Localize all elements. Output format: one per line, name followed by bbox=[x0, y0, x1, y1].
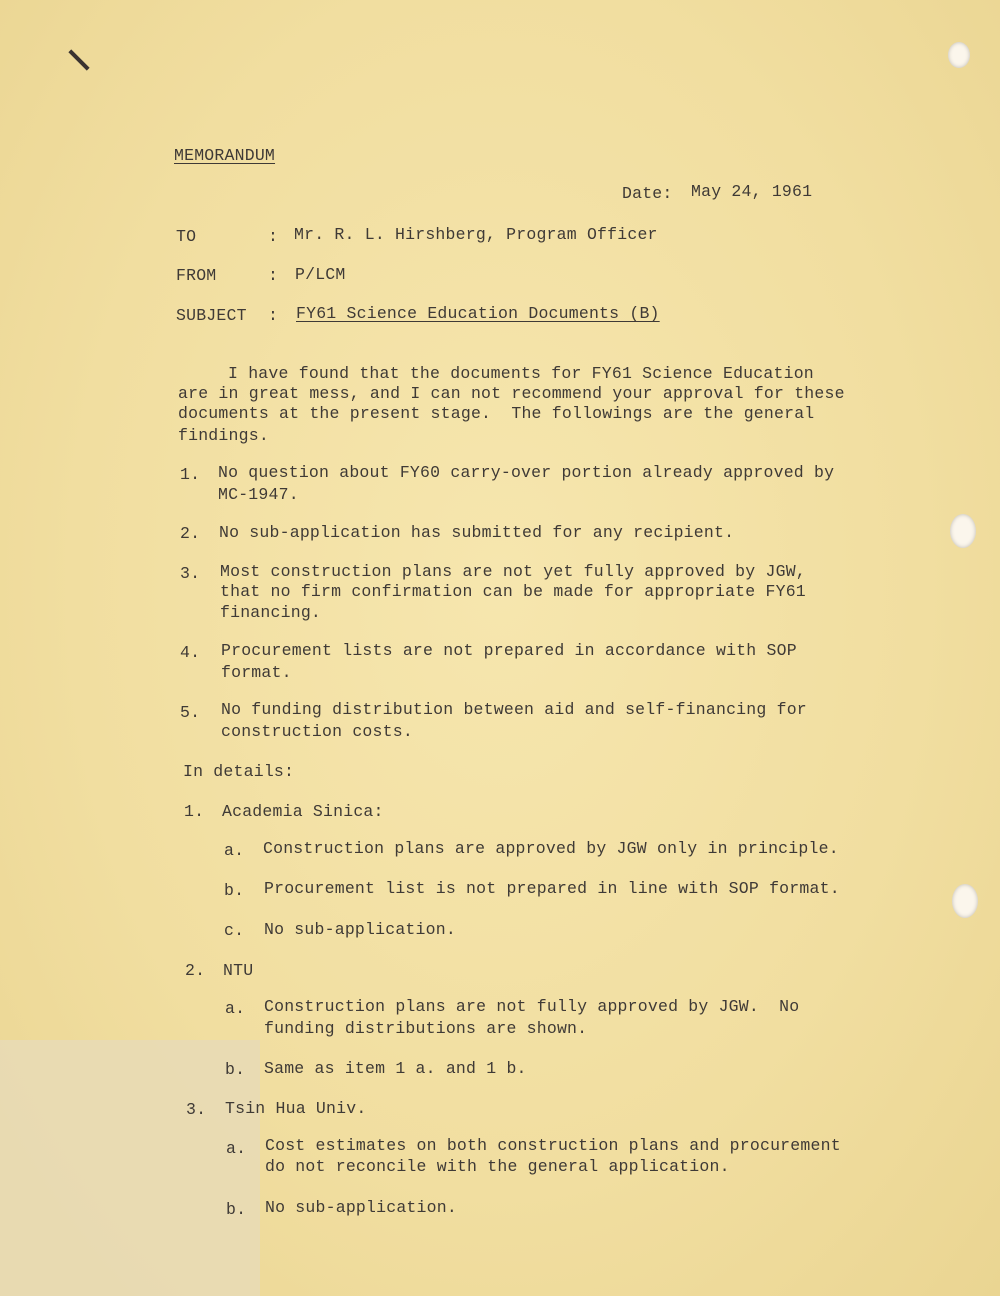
finding-number: 5. bbox=[180, 703, 201, 722]
detail-line: Construction plans are approved by JGW only in principle. bbox=[263, 839, 839, 858]
ink-mark bbox=[68, 49, 89, 70]
detail-line: do not reconcile with the general application. bbox=[265, 1157, 730, 1176]
detail-title: Tsin Hua Univ. bbox=[225, 1099, 367, 1118]
to-value: Mr. R. L. Hirshberg, Program Officer bbox=[294, 225, 658, 244]
finding-line: No question about FY60 carry-over portion already approved by bbox=[218, 463, 835, 482]
finding-line: Procurement lists are not prepared in accordance with SOP bbox=[221, 641, 797, 660]
punch-hole-middle bbox=[950, 514, 976, 548]
detail-title: Academia Sinica: bbox=[222, 802, 384, 821]
detail-line: No sub-application. bbox=[265, 1198, 457, 1217]
detail-line: Procurement list is not prepared in line with SOP format. bbox=[264, 879, 840, 898]
punch-hole-top bbox=[948, 42, 970, 68]
subject-value: FY61 Science Education Documents (B) bbox=[296, 304, 660, 323]
intro-line: I have found that the documents for FY61 Science Education bbox=[228, 364, 814, 383]
detail-line: Construction plans are not fully approved by JGW. No bbox=[264, 997, 800, 1016]
detail-number: 1. bbox=[184, 802, 205, 821]
intro-line: findings. bbox=[178, 426, 269, 445]
detail-letter: a. bbox=[226, 1139, 247, 1158]
detail-line: funding distributions are shown. bbox=[264, 1019, 588, 1038]
detail-letter: b. bbox=[224, 881, 245, 900]
detail-letter: b. bbox=[226, 1200, 247, 1219]
finding-number: 3. bbox=[180, 564, 201, 583]
detail-title: NTU bbox=[223, 961, 254, 980]
detail-number: 2. bbox=[185, 961, 206, 980]
finding-number: 1. bbox=[180, 465, 201, 484]
detail-line: Cost estimates on both construction plans and procurement bbox=[265, 1136, 841, 1155]
detail-letter: a. bbox=[224, 841, 245, 860]
from-colon: : bbox=[268, 266, 279, 285]
details-heading: In details: bbox=[183, 762, 295, 781]
finding-number: 4. bbox=[180, 643, 201, 662]
date-value: May 24, 1961 bbox=[691, 182, 813, 201]
memo-heading: MEMORANDUM bbox=[174, 146, 276, 165]
finding-line: format. bbox=[221, 663, 292, 682]
from-value: P/LCM bbox=[295, 265, 346, 284]
faded-patch bbox=[0, 1040, 260, 1296]
detail-letter: c. bbox=[224, 921, 245, 940]
intro-line: documents at the present stage. The followings are the general bbox=[178, 404, 815, 423]
subject-label: SUBJECT bbox=[176, 306, 247, 325]
finding-line: MC-1947. bbox=[218, 485, 299, 504]
finding-line: Most construction plans are not yet fully approved by JGW, bbox=[220, 562, 806, 581]
from-label: FROM bbox=[176, 266, 217, 285]
detail-letter: a. bbox=[225, 999, 246, 1018]
punch-hole-bottom bbox=[952, 884, 978, 918]
finding-line: construction costs. bbox=[221, 722, 413, 741]
finding-line: No funding distribution between aid and self-financing for bbox=[221, 700, 807, 719]
detail-line: Same as item 1 a. and 1 b. bbox=[264, 1059, 527, 1078]
detail-number: 3. bbox=[186, 1100, 207, 1119]
finding-line: that no firm confirmation can be made for appropriate FY61 bbox=[220, 582, 806, 601]
to-label: TO bbox=[176, 227, 197, 246]
intro-line: are in great mess, and I can not recommend your approval for these bbox=[178, 384, 845, 403]
subject-colon: : bbox=[268, 306, 279, 325]
finding-line: financing. bbox=[220, 603, 322, 622]
date-label: Date: bbox=[622, 184, 673, 203]
detail-line: No sub-application. bbox=[264, 920, 456, 939]
finding-line: No sub-application has submitted for any recipient. bbox=[219, 523, 735, 542]
to-colon: : bbox=[268, 227, 279, 246]
finding-number: 2. bbox=[180, 524, 201, 543]
detail-letter: b. bbox=[225, 1060, 246, 1079]
